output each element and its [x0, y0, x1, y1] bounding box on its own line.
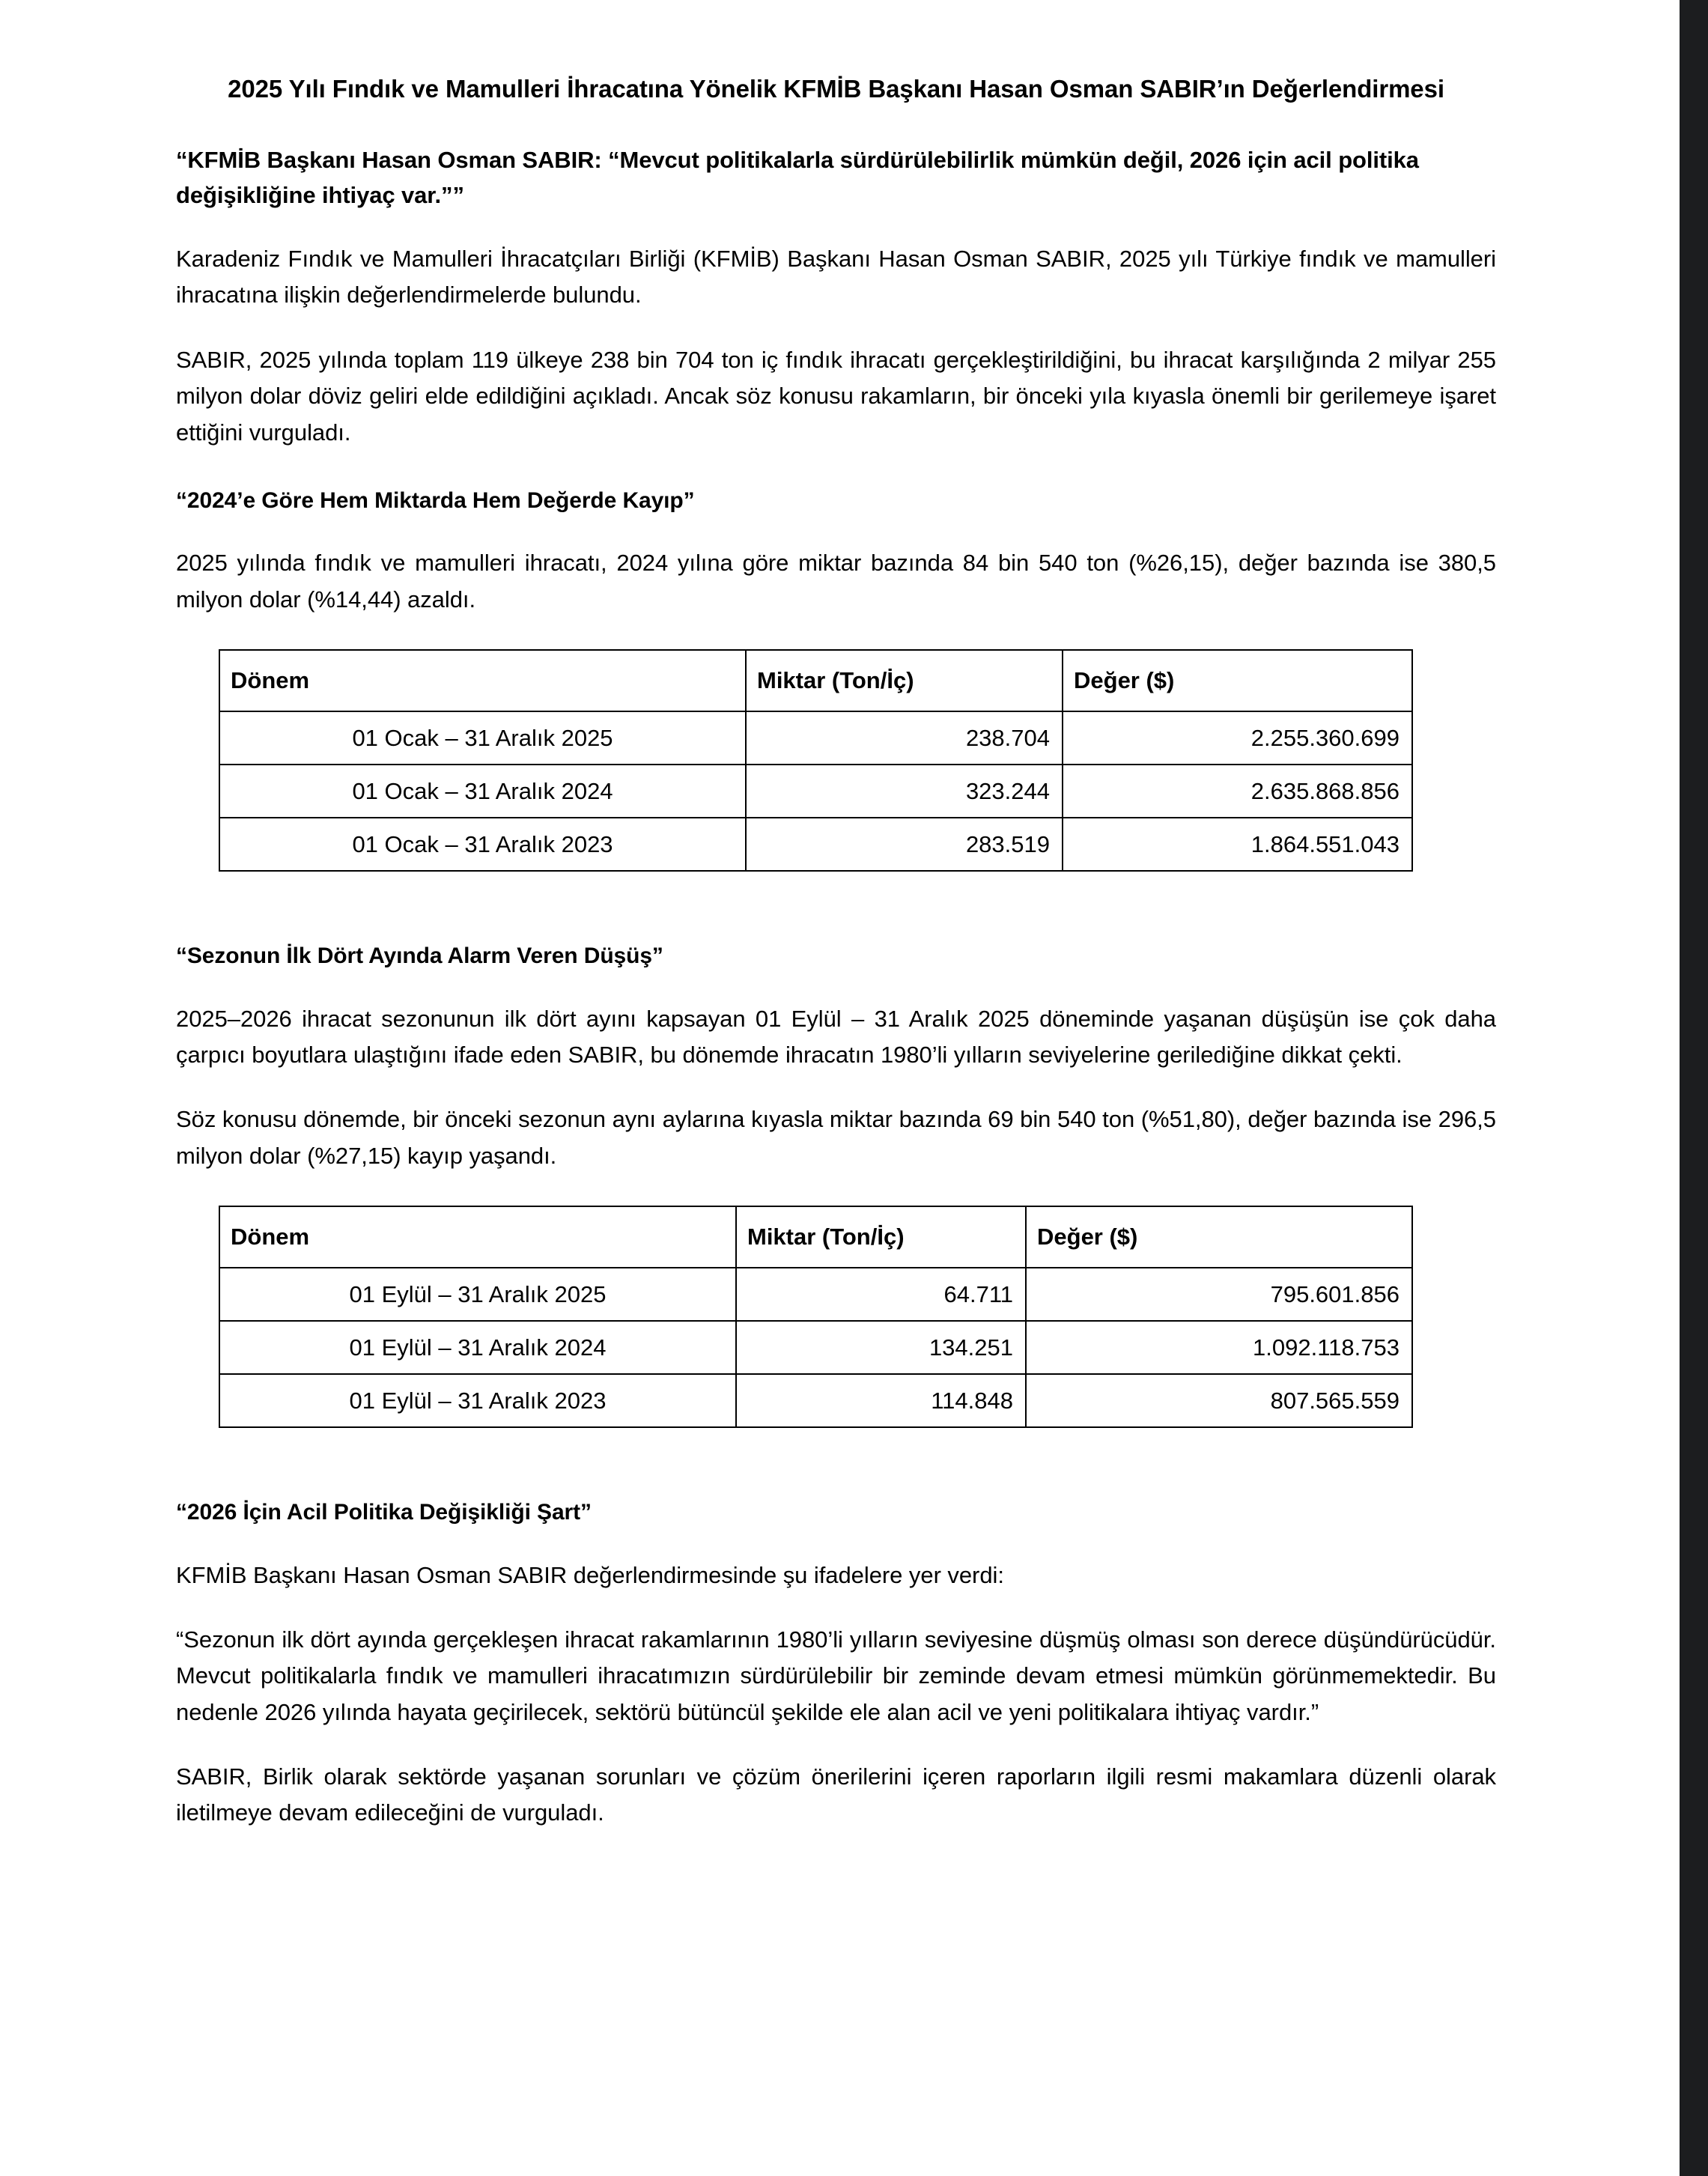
cell-value: 1.092.118.753: [1026, 1321, 1412, 1374]
paragraph-statement-quote: “Sezonun ilk dört ayında gerçekleşen ihracat rakamlarının 1980’li yılların seviyesine düşmüş olması son derece düşündürücüdür. Mevcut politikalarla fındık ve mamulleri ihracatımızın sürdürülebilir bir zeminde devam etmesi mümkün görünmemektedir. Bu nedenle 2026 yılında hayata geçirilecek, sektörü bütüncül şekilde ele alan acil ve yeni politikalara ihtiyaç vardır.”: [176, 1626, 1496, 1725]
page-right-edge-band: [1680, 0, 1708, 2176]
table-header-row: [219, 650, 1412, 711]
cell-period: 01 Ocak – 31 Aralık 2025: [219, 711, 746, 765]
cell-quantity: 283.519: [746, 818, 1063, 871]
cell-quantity: 64.711: [736, 1268, 1026, 1321]
cell-value: 2.635.868.856: [1063, 765, 1412, 818]
cell-value: 795.601.856: [1026, 1268, 1412, 1321]
cell-period: 01 Eylül – 31 Aralık 2023: [219, 1374, 736, 1427]
column-header-quantity: Miktar (Ton/İç): [746, 650, 1063, 711]
cell-value: 2.255.360.699: [1063, 711, 1412, 765]
section-heading-loss: “2024’e Göre Hem Miktarda Hem Değerde Kayıp”: [176, 487, 695, 513]
table-header-row: [219, 1206, 1412, 1268]
table-row: [219, 1374, 1412, 1427]
lead-quote: “KFMİB Başkanı Hasan Osman SABIR: “Mevcut politikalarla sürdürülebilirlik mümkün değil, 2026 için acil politika değişikliğine ihtiyaç var.””: [176, 146, 1419, 208]
section-heading-season-drop: “Sezonun İlk Dört Ayında Alarm Veren Düşüş”: [176, 943, 663, 969]
cell-quantity: 134.251: [736, 1321, 1026, 1374]
season-export-table: [219, 1206, 1413, 1428]
cell-period: 01 Ocak – 31 Aralık 2023: [219, 818, 746, 871]
column-header-value: Değer ($): [1026, 1206, 1412, 1268]
paragraph-season-loss: Söz konusu dönemde, bir önceki sezonun aynı aylarına kıyasla miktar bazında 69 bin 540 ton (%51,80), değer bazında ise 296,5 milyon dolar (%27,15) kayıp yaşandı.: [176, 1106, 1496, 1169]
column-header-period: Dönem: [219, 1206, 736, 1268]
paragraph-figures: SABIR, 2025 yılında toplam 119 ülkeye 238 bin 704 ton iç fındık ihracatı gerçekleştirildiğini, bu ihracat karşılığında 2 milyar 255 milyon dolar döviz geliri elde edildiğini açıkladı. Ancak söz konusu rakamların, bir önceki yıla kıyasla önemli bir gerilemeye işaret ettiğini vurguladı.: [176, 346, 1496, 446]
column-header-value: Değer ($): [1063, 650, 1412, 711]
table-spacer: [176, 872, 1496, 906]
cell-period: 01 Eylül – 31 Aralık 2024: [219, 1321, 736, 1374]
cell-quantity: 114.848: [736, 1374, 1026, 1427]
cell-value: 807.565.559: [1026, 1374, 1412, 1427]
paragraph-loss-2024: 2025 yılında fındık ve mamulleri ihracatı, 2024 yılına göre miktar bazında 84 bin 540 ton (%26,15), değer bazında ise 380,5 milyon dolar (%14,44) azaldı.: [176, 550, 1496, 613]
cell-quantity: 238.704: [746, 711, 1063, 765]
paragraph-intro: Karadeniz Fındık ve Mamulleri İhracatçıları Birliği (KFMİB) Başkanı Hasan Osman SABIR, 2025 yılı Türkiye fındık ve mamulleri ihracatına ilişkin değerlendirmelerde bulundu.: [176, 246, 1496, 309]
table-row: [219, 818, 1412, 871]
table-row: [219, 765, 1412, 818]
paragraph-statement-intro: KFMİB Başkanı Hasan Osman SABIR değerlendirmesinde şu ifadelere yer verdi:: [176, 1561, 1004, 1588]
cell-period: 01 Eylül – 31 Aralık 2025: [219, 1268, 736, 1321]
cell-period: 01 Ocak – 31 Aralık 2024: [219, 765, 746, 818]
column-header-period: Dönem: [219, 650, 746, 711]
cell-value: 1.864.551.043: [1063, 818, 1412, 871]
table-row: [219, 1268, 1412, 1321]
paragraph-season-drop: 2025–2026 ihracat sezonunun ilk dört ayını kapsayan 01 Eylül – 31 Aralık 2025 döneminde yaşanan düşüşün ise çok daha çarpıcı boyutlara ulaştığını ifade eden SABIR, bu dönemde ihracatın 1980’li yılların seviyelerine gerilediğine dikkat çekti.: [176, 1005, 1496, 1068]
table-spacer: [176, 1428, 1496, 1462]
section-heading-policy: “2026 İçin Acil Politika Değişikliği Şart”: [176, 1500, 592, 1525]
column-header-quantity: Miktar (Ton/İç): [736, 1206, 1026, 1268]
table-row: [219, 1321, 1412, 1374]
table-row: [219, 711, 1412, 765]
annual-export-table: [219, 649, 1413, 872]
page-title: 2025 Yılı Fındık ve Mamulleri İhracatına Yönelik KFMİB Başkanı Hasan Osman SABIR’ın Değerlendirmesi: [228, 75, 1444, 103]
cell-quantity: 323.244: [746, 765, 1063, 818]
paragraph-closing: SABIR, Birlik olarak sektörde yaşanan sorunları ve çözüm önerilerini içeren raporların ilgili resmi makamlara düzenli olarak iletilmeye devam edileceğini de vurguladı.: [176, 1763, 1496, 1826]
